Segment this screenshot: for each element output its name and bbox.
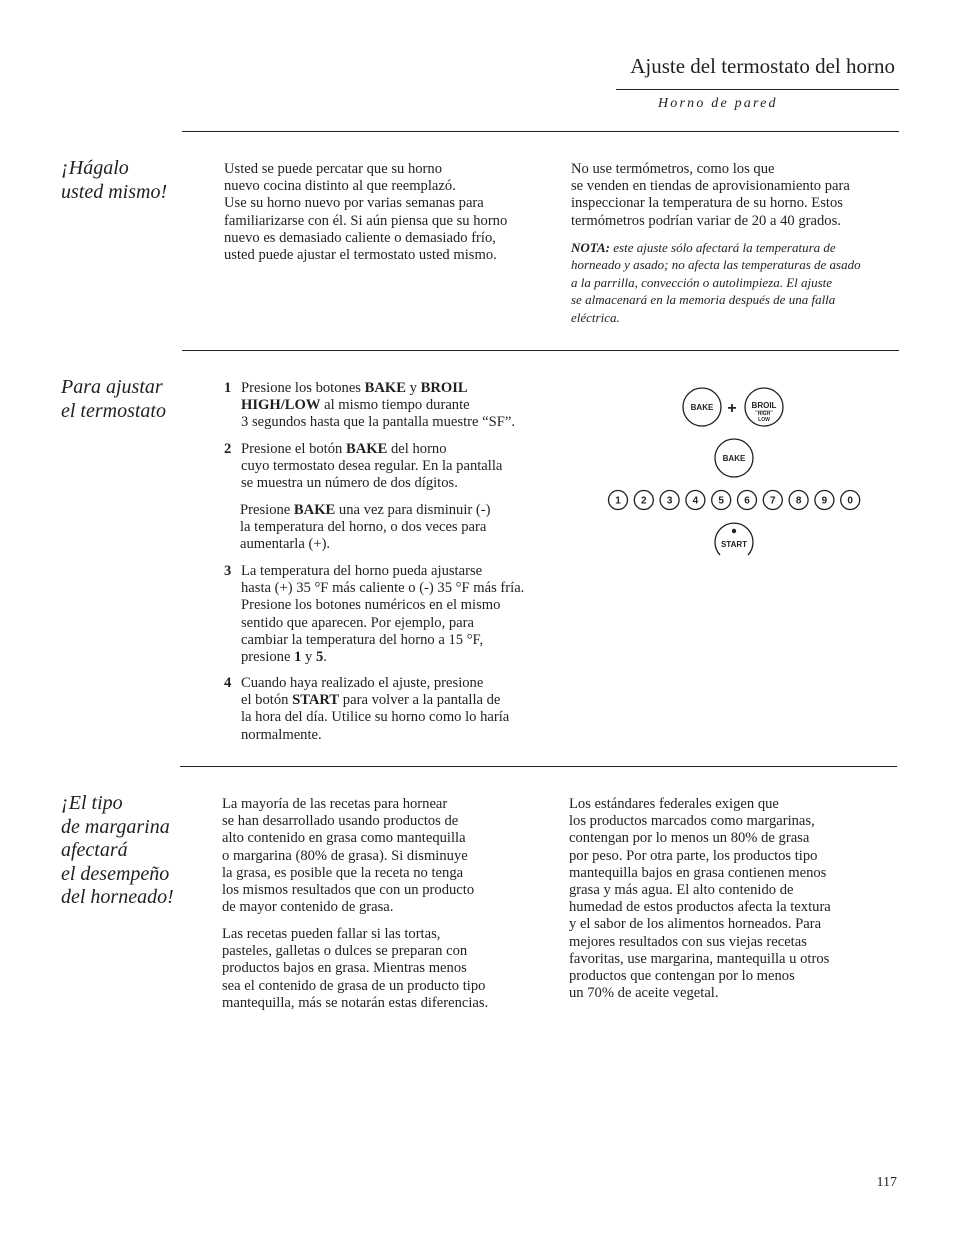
text: Presione los botones [241, 380, 365, 396]
start-indicator-dot [732, 529, 736, 533]
section-rule-1 [182, 131, 899, 132]
digit-button-5[interactable] [712, 491, 731, 510]
digit-button-6[interactable] [738, 491, 757, 510]
text-line: nuevo cocina distinto al que reemplazó. [224, 178, 456, 195]
text: el botón [241, 692, 293, 709]
page-title: Ajuste del termostato del horno [630, 54, 895, 78]
text-line: productos bajos en grasa. Mientras menos [222, 960, 467, 977]
digit-button-8[interactable] [789, 491, 808, 510]
heading-line: ¡Hágalo [61, 157, 129, 179]
text: una vez para disminuir (-) [335, 502, 491, 518]
bake-button-label: BAKE [722, 454, 746, 463]
section1-note [571, 239, 861, 326]
low-label: LOW [758, 417, 770, 423]
section-rule-2 [182, 350, 899, 351]
step-2-continued [240, 502, 490, 554]
step-text [241, 380, 515, 432]
digit-button-4[interactable] [686, 491, 705, 510]
text-line [241, 380, 515, 397]
text-line: la temperatura del horno, o dos veces para [240, 519, 487, 536]
digit-button-label: 1 [615, 495, 621, 507]
step-number: 3 [224, 563, 232, 579]
text-line: pasteles, galletas o dulces se preparan con [222, 943, 468, 960]
step-text [241, 563, 524, 666]
text-line: favoritas, use margarina, mantequilla u otros [569, 950, 830, 967]
digit-button-label: 3 [666, 495, 673, 507]
section3-col1-paragraph2 [222, 926, 488, 1012]
page-number: 117 [876, 1175, 897, 1190]
section1-col2 [571, 161, 850, 230]
text-line [241, 692, 509, 709]
text-line: familiarizarse con él. Si aún piensa que su horno [224, 212, 508, 229]
heading-line: Para ajustar [61, 376, 163, 398]
note-line: horneado y asado; no afecta las temperaturas de asado [571, 257, 861, 273]
text-line: sea el contenido de grasa de un producto tipo [222, 977, 486, 994]
step-number: 2 [224, 441, 232, 457]
section-rule-3 [180, 766, 897, 767]
broil-high-low-button[interactable] [745, 388, 783, 426]
bake-keyword: BAKE [293, 502, 336, 518]
step-text [241, 675, 509, 744]
digit-button-label: 0 [847, 495, 853, 507]
text: y [301, 649, 316, 666]
broil-keyword: BROIL [420, 380, 468, 396]
digit-button-label: 5 [718, 495, 724, 507]
text-line: cuyo termostato desea regular. En la pantalla [241, 458, 503, 475]
note-line: se almacenará en la memoria después de una falla [571, 292, 836, 308]
note-line: a la parrilla, convección o autolimpieza. El ajuste [571, 274, 833, 290]
text-line: alto contenido en grasa como mantequilla [222, 830, 466, 847]
text-line: nuevo es demasiado caliente o demasiado frío, [224, 229, 496, 246]
heading-line: afectará [61, 839, 128, 861]
text-line: inspeccionar la temperatura de su horno. Estos [571, 195, 843, 212]
start-button-label: START [720, 540, 748, 549]
text-line: la hora del día. Utilice su horno como lo haría [241, 709, 510, 726]
high-low-keyword: HIGH/LOW [241, 397, 321, 414]
digit-button-3[interactable] [660, 491, 679, 510]
digit-button-label: 4 [692, 495, 699, 507]
section3-col1-paragraph1 [222, 796, 474, 916]
text-line: sentido que aparecen. Por ejemplo, para [241, 614, 475, 631]
bake-keyword: BAKE [345, 441, 388, 457]
step-number: 1 [224, 380, 232, 396]
text-line: cambiar la temperatura del horno a 15 °F, [241, 631, 484, 648]
digit-button-0[interactable] [841, 491, 860, 510]
text-line: o margarina (80% de grasa). Si disminuye [222, 847, 468, 864]
heading-line: usted mismo! [61, 180, 168, 203]
bake-button-2[interactable] [715, 439, 753, 477]
text-line: se muestra un número de dos dígitos. [241, 475, 458, 492]
section-heading-hagalo [61, 157, 167, 204]
start-button[interactable] [715, 523, 753, 555]
header-rule [616, 89, 899, 90]
digit-button-label: 8 [795, 495, 802, 507]
text-line: productos que contengan por lo menos [569, 968, 795, 985]
text-line: termómetros podrían variar de 20 a 40 grados. [571, 212, 841, 229]
text: Presione [240, 502, 294, 518]
text-line [241, 397, 515, 414]
text-line: contengan por lo menos un 80% de grasa [569, 830, 810, 847]
digit-keyword: 1 [294, 649, 302, 666]
text: presione [241, 649, 295, 666]
text-line: Usted se puede percatar que su horno [224, 161, 443, 177]
digit-button-9[interactable] [815, 491, 834, 510]
section3-col2 [569, 796, 831, 1002]
broil-button-label: BROIL [751, 401, 777, 410]
digit-button-label: 2 [641, 495, 647, 507]
text-line: 3 segundos hasta que la pantalla muestre “SF”. [241, 414, 515, 431]
text: . [323, 649, 327, 666]
digit-button-label: 9 [821, 495, 828, 507]
text-line: mantequilla bajos en grasa contienen menos [569, 864, 827, 881]
note-text: este ajuste sólo afectará la temperatura de [610, 240, 836, 255]
bake-button-label: BAKE [690, 403, 714, 412]
digit-button-label: 6 [744, 495, 750, 507]
heading-line: el termostato [61, 399, 166, 422]
step-text [241, 441, 502, 493]
text-line: de mayor contenido de grasa. [222, 899, 394, 916]
text-line: se han desarrollado usando productos de [222, 813, 459, 830]
heading-line: ¡El tipo [61, 792, 123, 814]
text-line: los mismos resultados que con un producto [222, 882, 475, 899]
plus-icon: + [727, 400, 737, 417]
heading-line: del horneado! [61, 886, 174, 908]
digit-button-7[interactable] [763, 491, 782, 510]
text-line: y el sabor de los alimentos horneados. Para [569, 916, 822, 933]
text: del horno [387, 441, 447, 457]
text-line: los productos marcados como margarinas, [569, 813, 815, 830]
text-line: La mayoría de las recetas para hornear [222, 796, 448, 812]
digit-keyword: 5 [315, 649, 324, 666]
text-line: hasta (+) 35 °F más caliente o (-) 35 °F más fría. [241, 580, 525, 597]
text-line: normalmente. [241, 726, 322, 743]
digit-button-1[interactable] [609, 491, 628, 510]
text: Presione el botón [241, 441, 346, 457]
bake-keyword: BAKE [364, 380, 406, 396]
section-heading-ajustar [61, 376, 166, 423]
high-label: HIGH [757, 411, 771, 417]
control-panel-diagram [600, 380, 870, 570]
text-line: mejores resultados con sus viejas recetas [569, 933, 807, 950]
section1-col1 [224, 161, 507, 264]
text-line: por peso. Por otra parte, los productos tipo [569, 847, 818, 864]
start-keyword: START [292, 692, 340, 709]
text-line [241, 649, 524, 666]
text-line: Use su horno nuevo por varias semanas para [224, 195, 484, 212]
text-line: un 70% de aceite vegetal. [569, 985, 719, 1002]
text-line: grasa y más agua. El alto contenido de [569, 882, 794, 899]
text-line: usted puede ajustar el termostato usted mismo. [224, 247, 497, 264]
note-label: NOTA: [571, 240, 610, 255]
text: para volver a la pantalla de [339, 692, 501, 709]
digit-button-2[interactable] [634, 491, 653, 510]
text-line [241, 441, 502, 458]
text-line [240, 502, 490, 519]
digit-button-label: 7 [770, 495, 776, 507]
heading-line: el desempeño [61, 862, 170, 885]
step-number: 4 [224, 675, 232, 691]
text-line: aumentarla (+). [240, 536, 331, 553]
text-line: La temperatura del horno pueda ajustarse [241, 563, 483, 579]
section-heading-margarina [61, 792, 174, 910]
text-line: la grasa, es posible que la receta no tenga [222, 864, 464, 881]
text-line: No use termómetros, como los que [571, 161, 775, 177]
text-line: mantequilla, más se notarán estas diferencias. [222, 994, 489, 1011]
note-line [571, 239, 861, 256]
text-line: Cuando haya realizado el ajuste, presione [241, 675, 484, 691]
text: al mismo tiempo durante [320, 397, 470, 414]
note-line: eléctrica. [571, 309, 620, 325]
bake-button[interactable] [683, 388, 721, 426]
text-line: Los estándares federales exigen que [569, 796, 779, 812]
page-subtitle: Horno de pared [658, 96, 778, 111]
text-line: humedad de estos productos afecta la textura [569, 899, 831, 916]
text: y [406, 380, 421, 396]
text-line: se venden en tiendas de aprovisionamiento para [571, 178, 850, 195]
text-line: Las recetas pueden fallar si las tortas, [222, 926, 441, 942]
text-line: Presione los botones numéricos en el mismo [241, 597, 501, 614]
number-pad [609, 491, 860, 510]
heading-line: de margarina [61, 815, 170, 838]
